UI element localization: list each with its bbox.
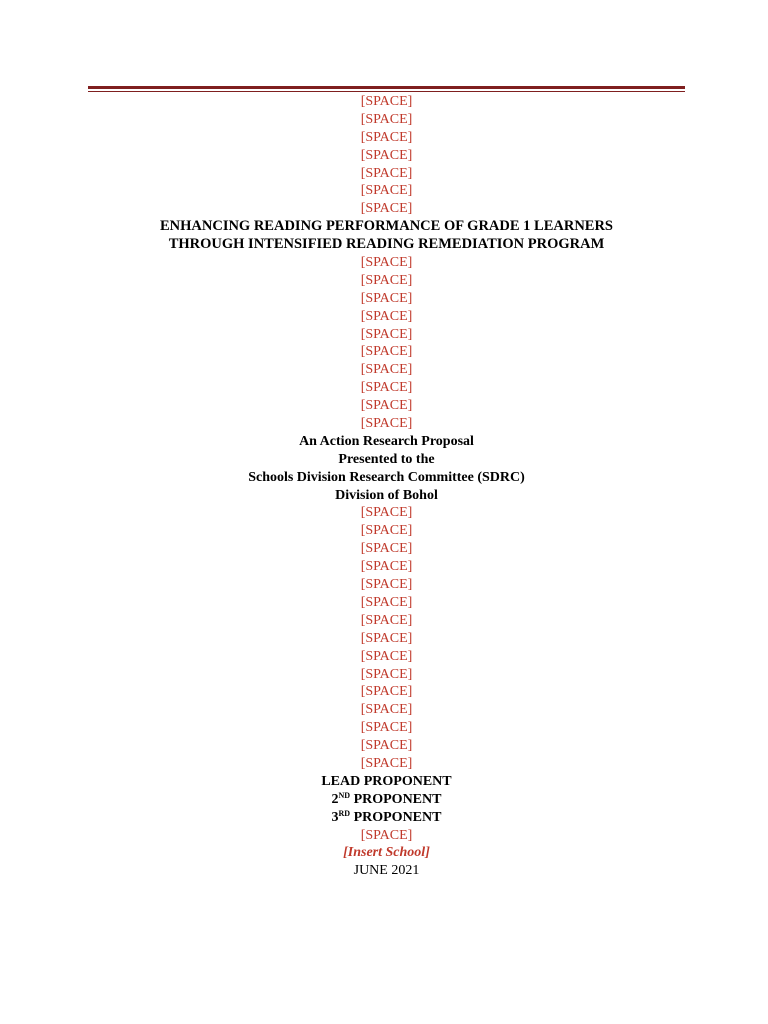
- third-proponent-suffix: RD: [338, 808, 351, 818]
- lead-proponent: LEAD PROPONENT: [321, 773, 452, 789]
- space-placeholder: [SPACE]: [360, 630, 413, 646]
- space-placeholder: [SPACE]: [360, 559, 413, 575]
- research-title-line-2: THROUGH INTENSIFIED READING REMEDIATION PROGRAM: [168, 236, 605, 253]
- space-placeholder: [SPACE]: [360, 129, 413, 145]
- space-placeholder: [SPACE]: [360, 541, 413, 557]
- space-placeholder: [SPACE]: [360, 720, 413, 736]
- proposal-division: Division of Bohol: [335, 487, 438, 503]
- space-placeholder: [SPACE]: [360, 612, 413, 628]
- space-placeholder: [SPACE]: [360, 648, 413, 664]
- space-placeholder: [SPACE]: [360, 344, 413, 360]
- space-placeholder: [SPACE]: [360, 398, 413, 414]
- space-placeholder: [SPACE]: [360, 201, 413, 217]
- second-proponent-label: PROPONENT: [350, 791, 442, 807]
- third-proponent: [88, 809, 685, 827]
- third-proponent-label: PROPONENT: [350, 809, 442, 825]
- second-proponent: [88, 791, 685, 809]
- space-placeholder: [SPACE]: [360, 147, 413, 163]
- space-placeholder: [SPACE]: [360, 255, 413, 271]
- submission-date: JUNE 2021: [353, 863, 420, 879]
- space-placeholder: [SPACE]: [360, 94, 413, 109]
- second-proponent-number: 2: [331, 791, 339, 807]
- space-placeholder: [SPACE]: [360, 416, 413, 432]
- proposal-committee: Schools Division Research Committee (SDRC): [248, 469, 525, 485]
- space-placeholder: [SPACE]: [360, 684, 413, 700]
- cover-content: [88, 93, 685, 880]
- space-placeholder: [SPACE]: [360, 272, 413, 288]
- space-placeholder: [SPACE]: [360, 290, 413, 306]
- space-placeholder: [SPACE]: [360, 755, 413, 771]
- space-placeholder: [SPACE]: [360, 308, 413, 324]
- proposal-type: An Action Research Proposal: [299, 433, 474, 449]
- space-placeholder: [SPACE]: [360, 165, 413, 181]
- space-placeholder: [SPACE]: [360, 666, 413, 682]
- space-placeholder: [SPACE]: [360, 380, 413, 396]
- space-placeholder: [SPACE]: [360, 505, 413, 521]
- space-placeholder: [SPACE]: [360, 326, 413, 342]
- school-placeholder: [Insert School]: [343, 845, 430, 861]
- proposal-presented-to: Presented to the: [338, 451, 435, 467]
- space-placeholder: [SPACE]: [360, 738, 413, 754]
- header-double-rule: [88, 86, 685, 93]
- second-proponent-suffix: ND: [338, 790, 351, 800]
- third-proponent-number: 3: [331, 809, 339, 825]
- space-placeholder: [SPACE]: [360, 183, 413, 199]
- space-placeholder: [SPACE]: [360, 577, 413, 593]
- research-title-line-1: ENHANCING READING PERFORMANCE OF GRADE 1 LEARNERS: [159, 218, 613, 235]
- space-placeholder: [SPACE]: [360, 111, 413, 127]
- header-rule-thick: [88, 86, 685, 89]
- header-rule-thin: [88, 91, 685, 92]
- space-placeholder: [SPACE]: [360, 523, 413, 539]
- space-placeholder: [SPACE]: [360, 362, 413, 378]
- space-placeholder: [SPACE]: [360, 702, 413, 718]
- space-placeholder: [SPACE]: [360, 827, 413, 843]
- space-placeholder: [SPACE]: [360, 594, 413, 610]
